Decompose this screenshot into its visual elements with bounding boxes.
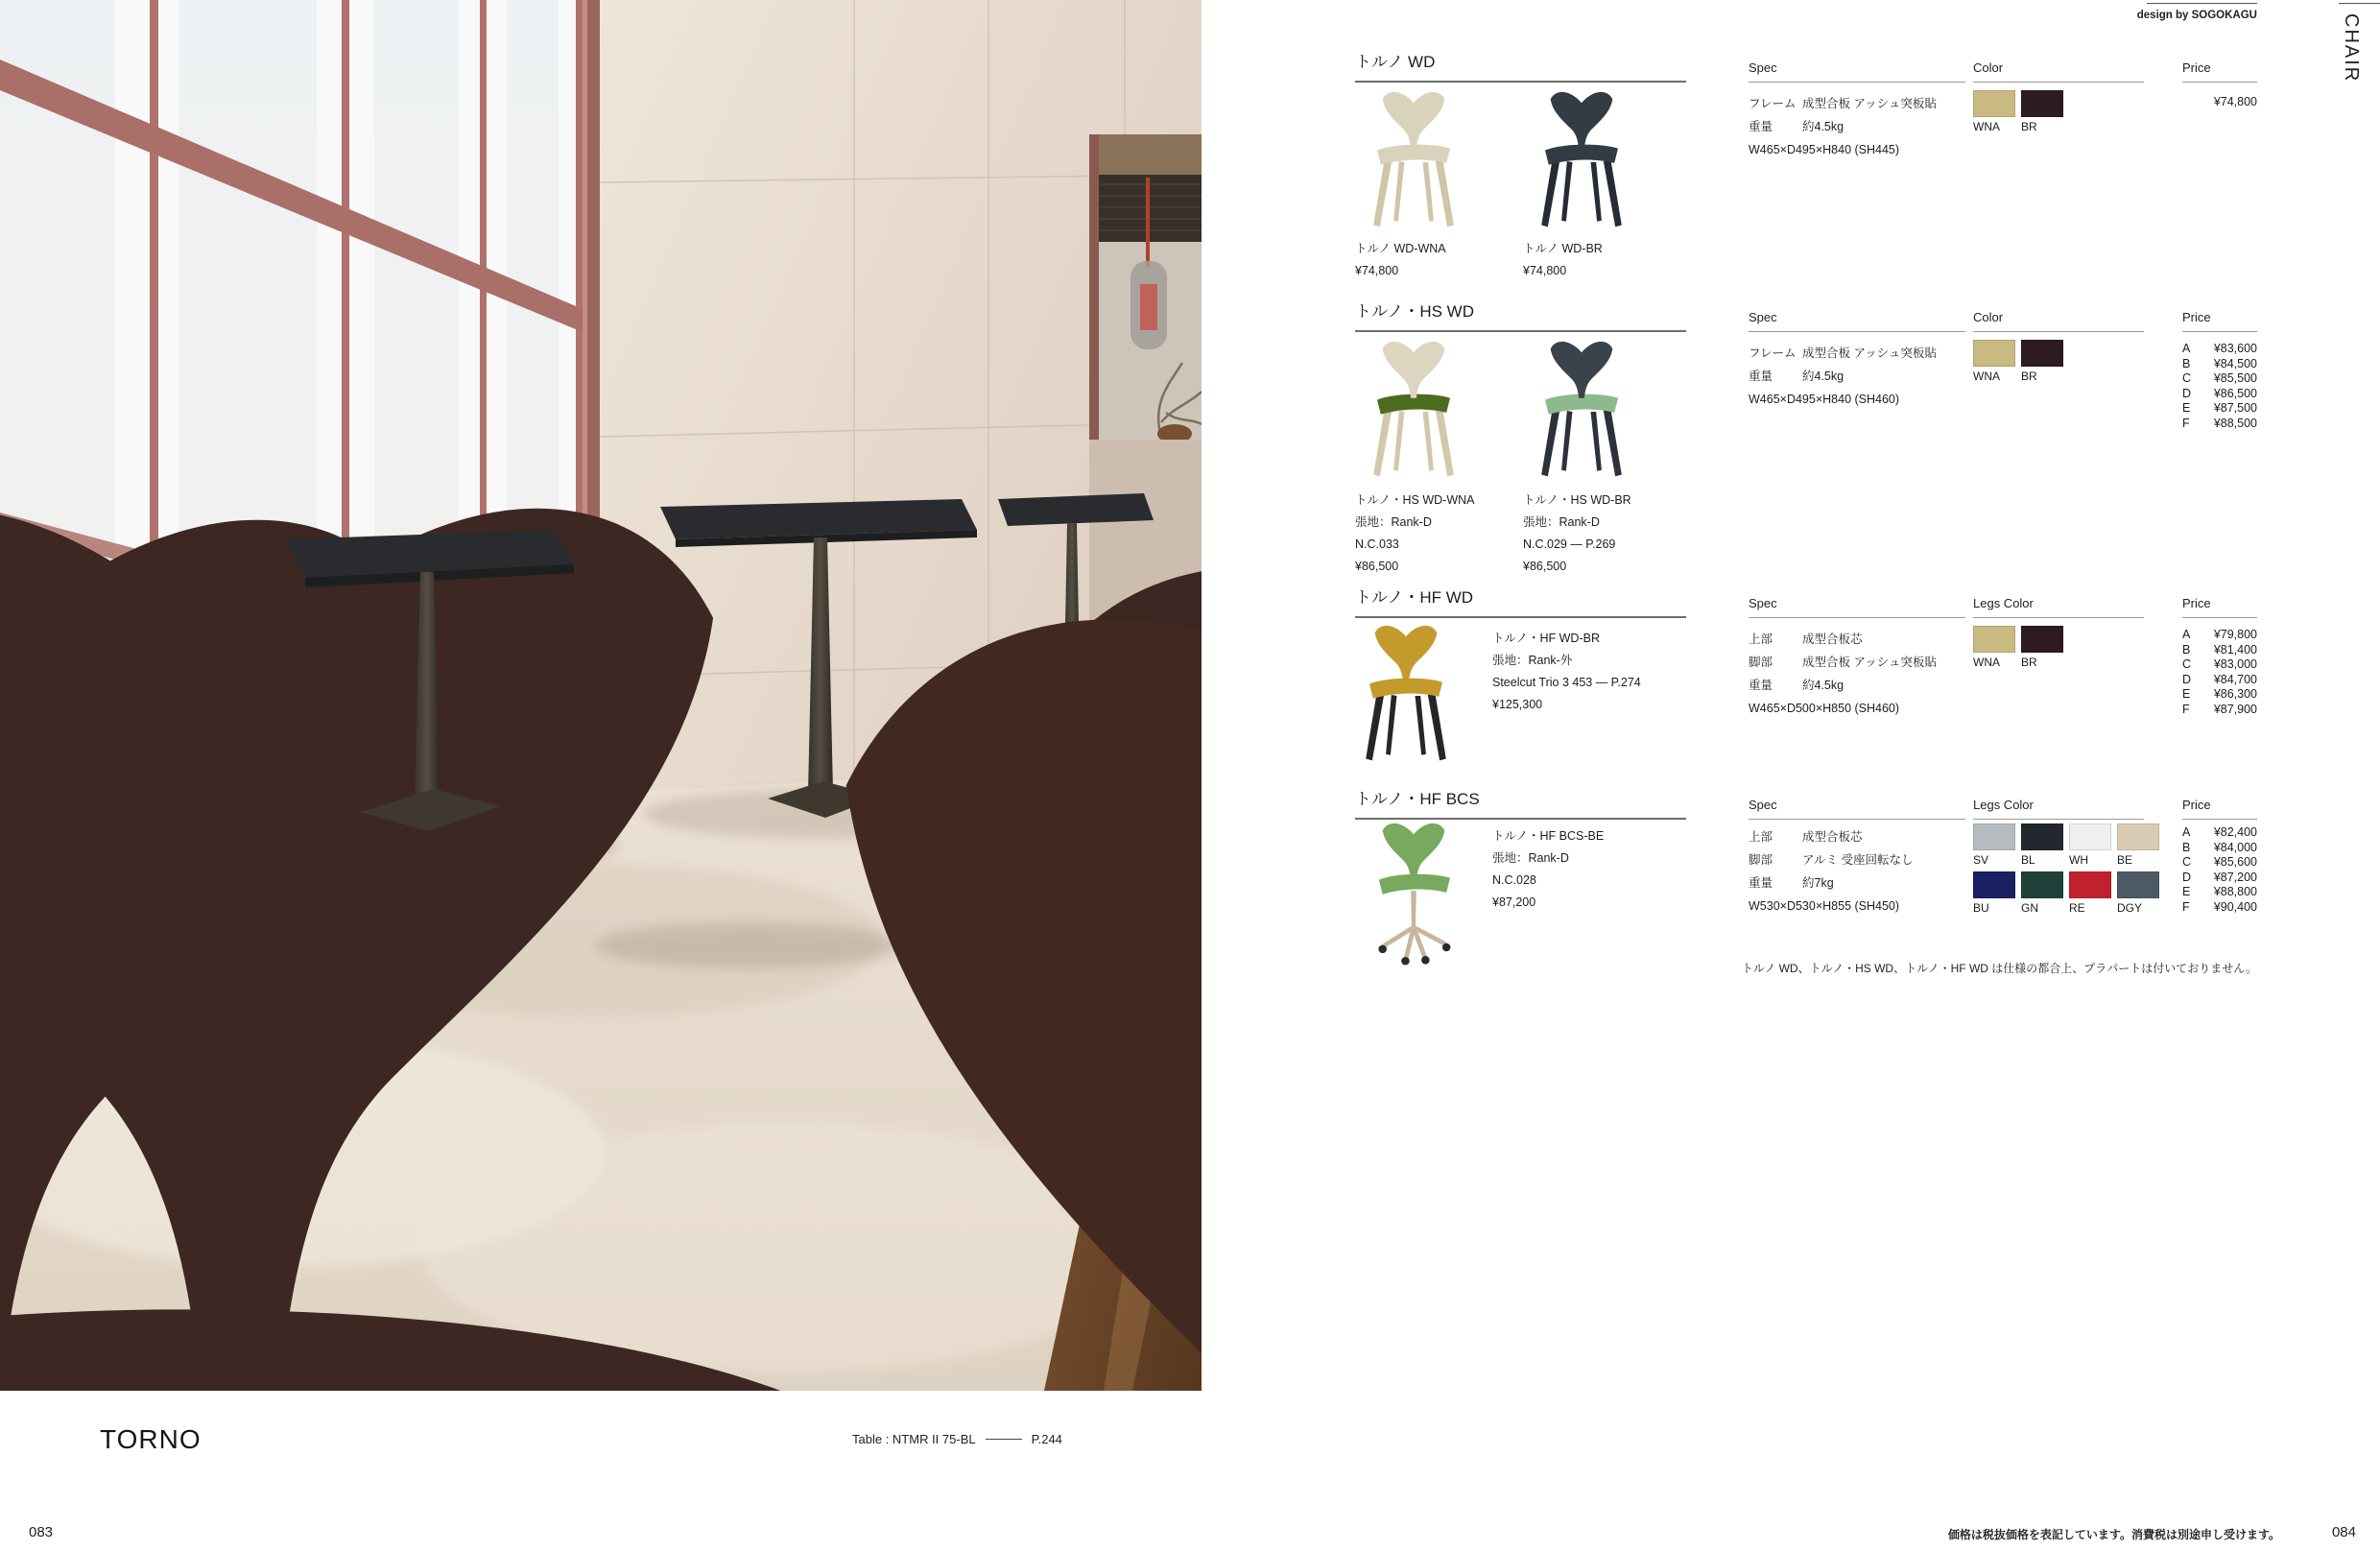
section-torno-hs-wd [1355,299,2261,573]
product-upholstery: 張地：Rank-外 [1492,654,1573,667]
series-title: トルノ・HS WD [1355,298,1686,332]
page-title: TORNO [100,1424,202,1454]
price-amount: ¥83,600 [2213,342,2257,355]
price-header: Price [2182,596,2257,618]
photo-table-caption [852,1432,1062,1446]
product-name: トルノ WD-BR [1523,242,1603,255]
price-header: Price [2182,60,2257,83]
availability-note: トルノ WD、トルノ・HS WD、トルノ・HF WD は仕様の都合上、プラパートは付いておりません。 [1741,962,2257,975]
product-upholstery: 張地：Rank-D [1355,515,1432,529]
series-title: トルノ・HF BCS [1355,785,1686,820]
swatch-label: BL [2021,853,2035,867]
product-price: ¥86,500 [1355,560,1399,573]
spec-key: 重量 [1749,370,1773,383]
product-caption [1355,238,1446,282]
product-name: トルノ・HF WD-BR [1492,632,1600,645]
price-grade: D [2182,386,2192,400]
spec-key: 重量 [1749,120,1773,133]
price-grade: C [2182,855,2192,870]
color-column [1973,340,2175,388]
spec-dimensions: W465×D495×H840 (SH460) [1749,393,1900,406]
price-column [2182,628,2257,718]
price-amount: ¥87,500 [2213,401,2257,416]
spec-value: 約4.5kg [1802,679,1844,692]
price-amount: ¥90,400 [2213,899,2257,914]
legs-color-column [1973,823,2175,919]
price-grade: A [2182,342,2191,355]
spec-dimensions: W530×D530×H855 (SH450) [1749,899,1900,913]
product-upholstery: 張地：Rank-D [1523,515,1600,529]
spec-key: 脚部 [1749,853,1773,867]
swatch-label: RE [2069,901,2085,915]
spec-key: 脚部 [1749,656,1773,669]
product-fabric: Steelcut Trio 3 453 — P.274 [1492,676,1641,689]
credit-rule [2147,3,2257,4]
spec-header: Spec [1749,60,1965,83]
product-image-hs-wd-wna [1363,338,1464,484]
spec-value: アルミ 受座回転なし [1802,853,1914,867]
price-grade: C [2182,657,2192,672]
price-grade: D [2182,870,2192,884]
price-amount: ¥83,000 [2213,657,2257,672]
price-grade: A [2182,825,2191,839]
price-column [2182,94,2257,109]
spec-key: フレーム [1749,346,1797,360]
lounge-photo [0,0,1202,1391]
swatch-br [2021,340,2063,367]
swatch-wna [1973,340,2015,367]
table-caption-text: Table : NTMR II 75-BL [852,1432,976,1446]
swatch-bl [2021,823,2063,850]
spec-value: 約4.5kg [1802,370,1844,383]
spec-value: 成型合板芯 [1802,830,1863,844]
swatch-label: WNA [1973,656,2000,669]
product-name: トルノ・HS WD-WNA [1355,493,1475,507]
legs-color-header: Legs Color [1973,798,2144,820]
legs-color-column [1973,626,2175,674]
product-fabric: N.C.033 [1355,537,1399,551]
spec-value: 成型合板 アッシュ突板貼 [1802,346,1937,360]
swatch-re [2069,871,2111,898]
price-header: Price [2182,310,2257,332]
product-image-hf-wd-br [1355,622,1457,768]
swatch-label: WH [2069,853,2088,867]
swatch-be [2117,823,2159,850]
series-title: トルノ・HF WD [1355,584,1686,618]
swatch-br [2021,90,2063,117]
spec-dimensions: W465×D495×H840 (SH445) [1749,143,1900,156]
price-amount: ¥84,000 [2213,840,2257,854]
spec-header: Spec [1749,798,1965,820]
spec-value: 成型合板 アッシュ突板貼 [1802,97,1937,110]
spec-key: 重量 [1749,679,1773,692]
caption-dash [986,1439,1022,1440]
price-grade: A [2182,628,2191,641]
price-grade: B [2182,356,2191,370]
price-column [2182,342,2257,432]
price-grade: D [2182,672,2192,686]
product-image-hs-wd-br [1531,338,1632,484]
spec-dimensions: W465×D500×H850 (SH460) [1749,702,1900,715]
wall-niche [1089,134,1202,443]
spec-value: 成型合板 アッシュ突板貼 [1802,656,1937,669]
price-amount: ¥87,200 [2213,870,2257,884]
swatch-gn [2021,871,2063,898]
left-page-number: 083 [29,1524,54,1540]
swatch-wna [1973,626,2015,653]
swatch-bu [1973,871,2015,898]
price-amount: ¥84,500 [2213,356,2257,370]
spec-column [1749,342,1988,411]
product-price: ¥86,500 [1523,560,1567,573]
design-credit: design by SOGOKAGU [2136,10,2257,21]
price-grade: B [2182,840,2191,854]
spec-header: Spec [1749,596,1965,618]
product-price: ¥87,200 [1492,895,1536,909]
product-price: ¥74,800 [1523,264,1567,277]
price-amount: ¥88,800 [2213,885,2257,899]
spec-value: 成型合板芯 [1802,632,1863,646]
price-header: Price [2182,798,2257,820]
swatch-label: BR [2021,370,2037,383]
price-grade: E [2182,401,2191,416]
product-price: ¥74,800 [1355,264,1399,277]
swatch-sv [1973,823,2015,850]
product-price: ¥125,300 [1492,698,1543,711]
product-upholstery: 張地：Rank-D [1492,851,1569,865]
spec-value: 約4.5kg [1802,120,1844,133]
series-title: トルノ WD [1355,48,1686,83]
spec-column [1749,628,1988,720]
swatch-label: BR [2021,656,2037,669]
spec-key: 上部 [1749,830,1773,844]
price-grade: C [2182,371,2192,386]
legs-color-header: Legs Color [1973,596,2144,618]
price-grade: F [2182,702,2190,716]
swatch-label: DGY [2117,901,2143,915]
price-amount: ¥85,600 [2213,855,2257,870]
swatch-label: GN [2021,901,2038,915]
swatch-dgy [2117,871,2159,898]
price-amount: ¥84,700 [2213,672,2257,686]
swatch-label: SV [1973,853,1989,867]
product-caption [1492,628,1641,716]
price-grade: B [2182,642,2191,656]
product-name: トルノ・HF BCS-BE [1492,829,1605,843]
swatch-label: BE [2117,853,2133,867]
product-caption [1492,825,1604,914]
product-fabric: N.C.028 [1492,873,1536,887]
swatch-br [2021,626,2063,653]
section-torno-wd [1355,50,2261,277]
section-torno-hf-wd [1355,585,2261,716]
category-tab-chair: CHAIR [2341,13,2362,84]
table-caption-page-ref: P.244 [1031,1432,1062,1446]
product-name: トルノ WD-WNA [1355,242,1446,255]
spec-key: 上部 [1749,632,1773,646]
product-fabric: N.C.029 — P.269 [1523,537,1616,551]
price-amount: ¥81,400 [2213,642,2257,656]
price-grade: E [2182,885,2191,899]
price-amount: ¥86,500 [2213,386,2257,400]
price-grade: F [2182,416,2190,430]
product-name: トルノ・HS WD-BR [1523,493,1631,507]
swatch-wh [2069,823,2111,850]
color-header: Color [1973,60,2144,83]
section-torno-hf-bcs [1355,787,2261,915]
price-value: ¥74,800 [2213,95,2257,108]
price-amount: ¥82,400 [2213,825,2257,839]
color-column [1973,90,2175,138]
price-amount: ¥86,300 [2213,687,2257,702]
spec-column [1749,825,1988,918]
swatch-label: BR [2021,120,2037,133]
product-caption [1523,238,1603,282]
spec-key: フレーム [1749,97,1797,110]
spec-key: 重量 [1749,876,1773,890]
price-grade: F [2182,899,2190,914]
swatch-label: WNA [1973,120,2000,133]
right-page-number: 084 [2331,1524,2356,1540]
price-column [2182,825,2257,916]
spec-header: Spec [1749,310,1965,332]
product-image-wd-wna [1363,88,1464,234]
spec-column [1749,92,1988,161]
product-caption [1355,489,1475,578]
price-grade: E [2182,687,2191,702]
color-header: Color [1973,310,2144,332]
price-amount: ¥85,500 [2213,371,2257,386]
product-caption [1523,489,1631,578]
swatch-label: BU [1973,901,1989,915]
spec-value: 約7kg [1802,876,1834,890]
price-amount: ¥79,800 [2213,628,2257,641]
swatch-wna [1973,90,2015,117]
product-image-wd-br [1531,88,1632,234]
tax-footnote: 価格は税抜価格を表記しています。消費税は別途申し受けます。 [1947,1528,2280,1541]
price-amount: ¥87,900 [2213,702,2257,716]
price-amount: ¥88,500 [2213,416,2257,430]
category-tab-rule [2339,3,2380,4]
product-image-hf-bcs-be [1363,820,1464,966]
swatch-label: WNA [1973,370,2000,383]
